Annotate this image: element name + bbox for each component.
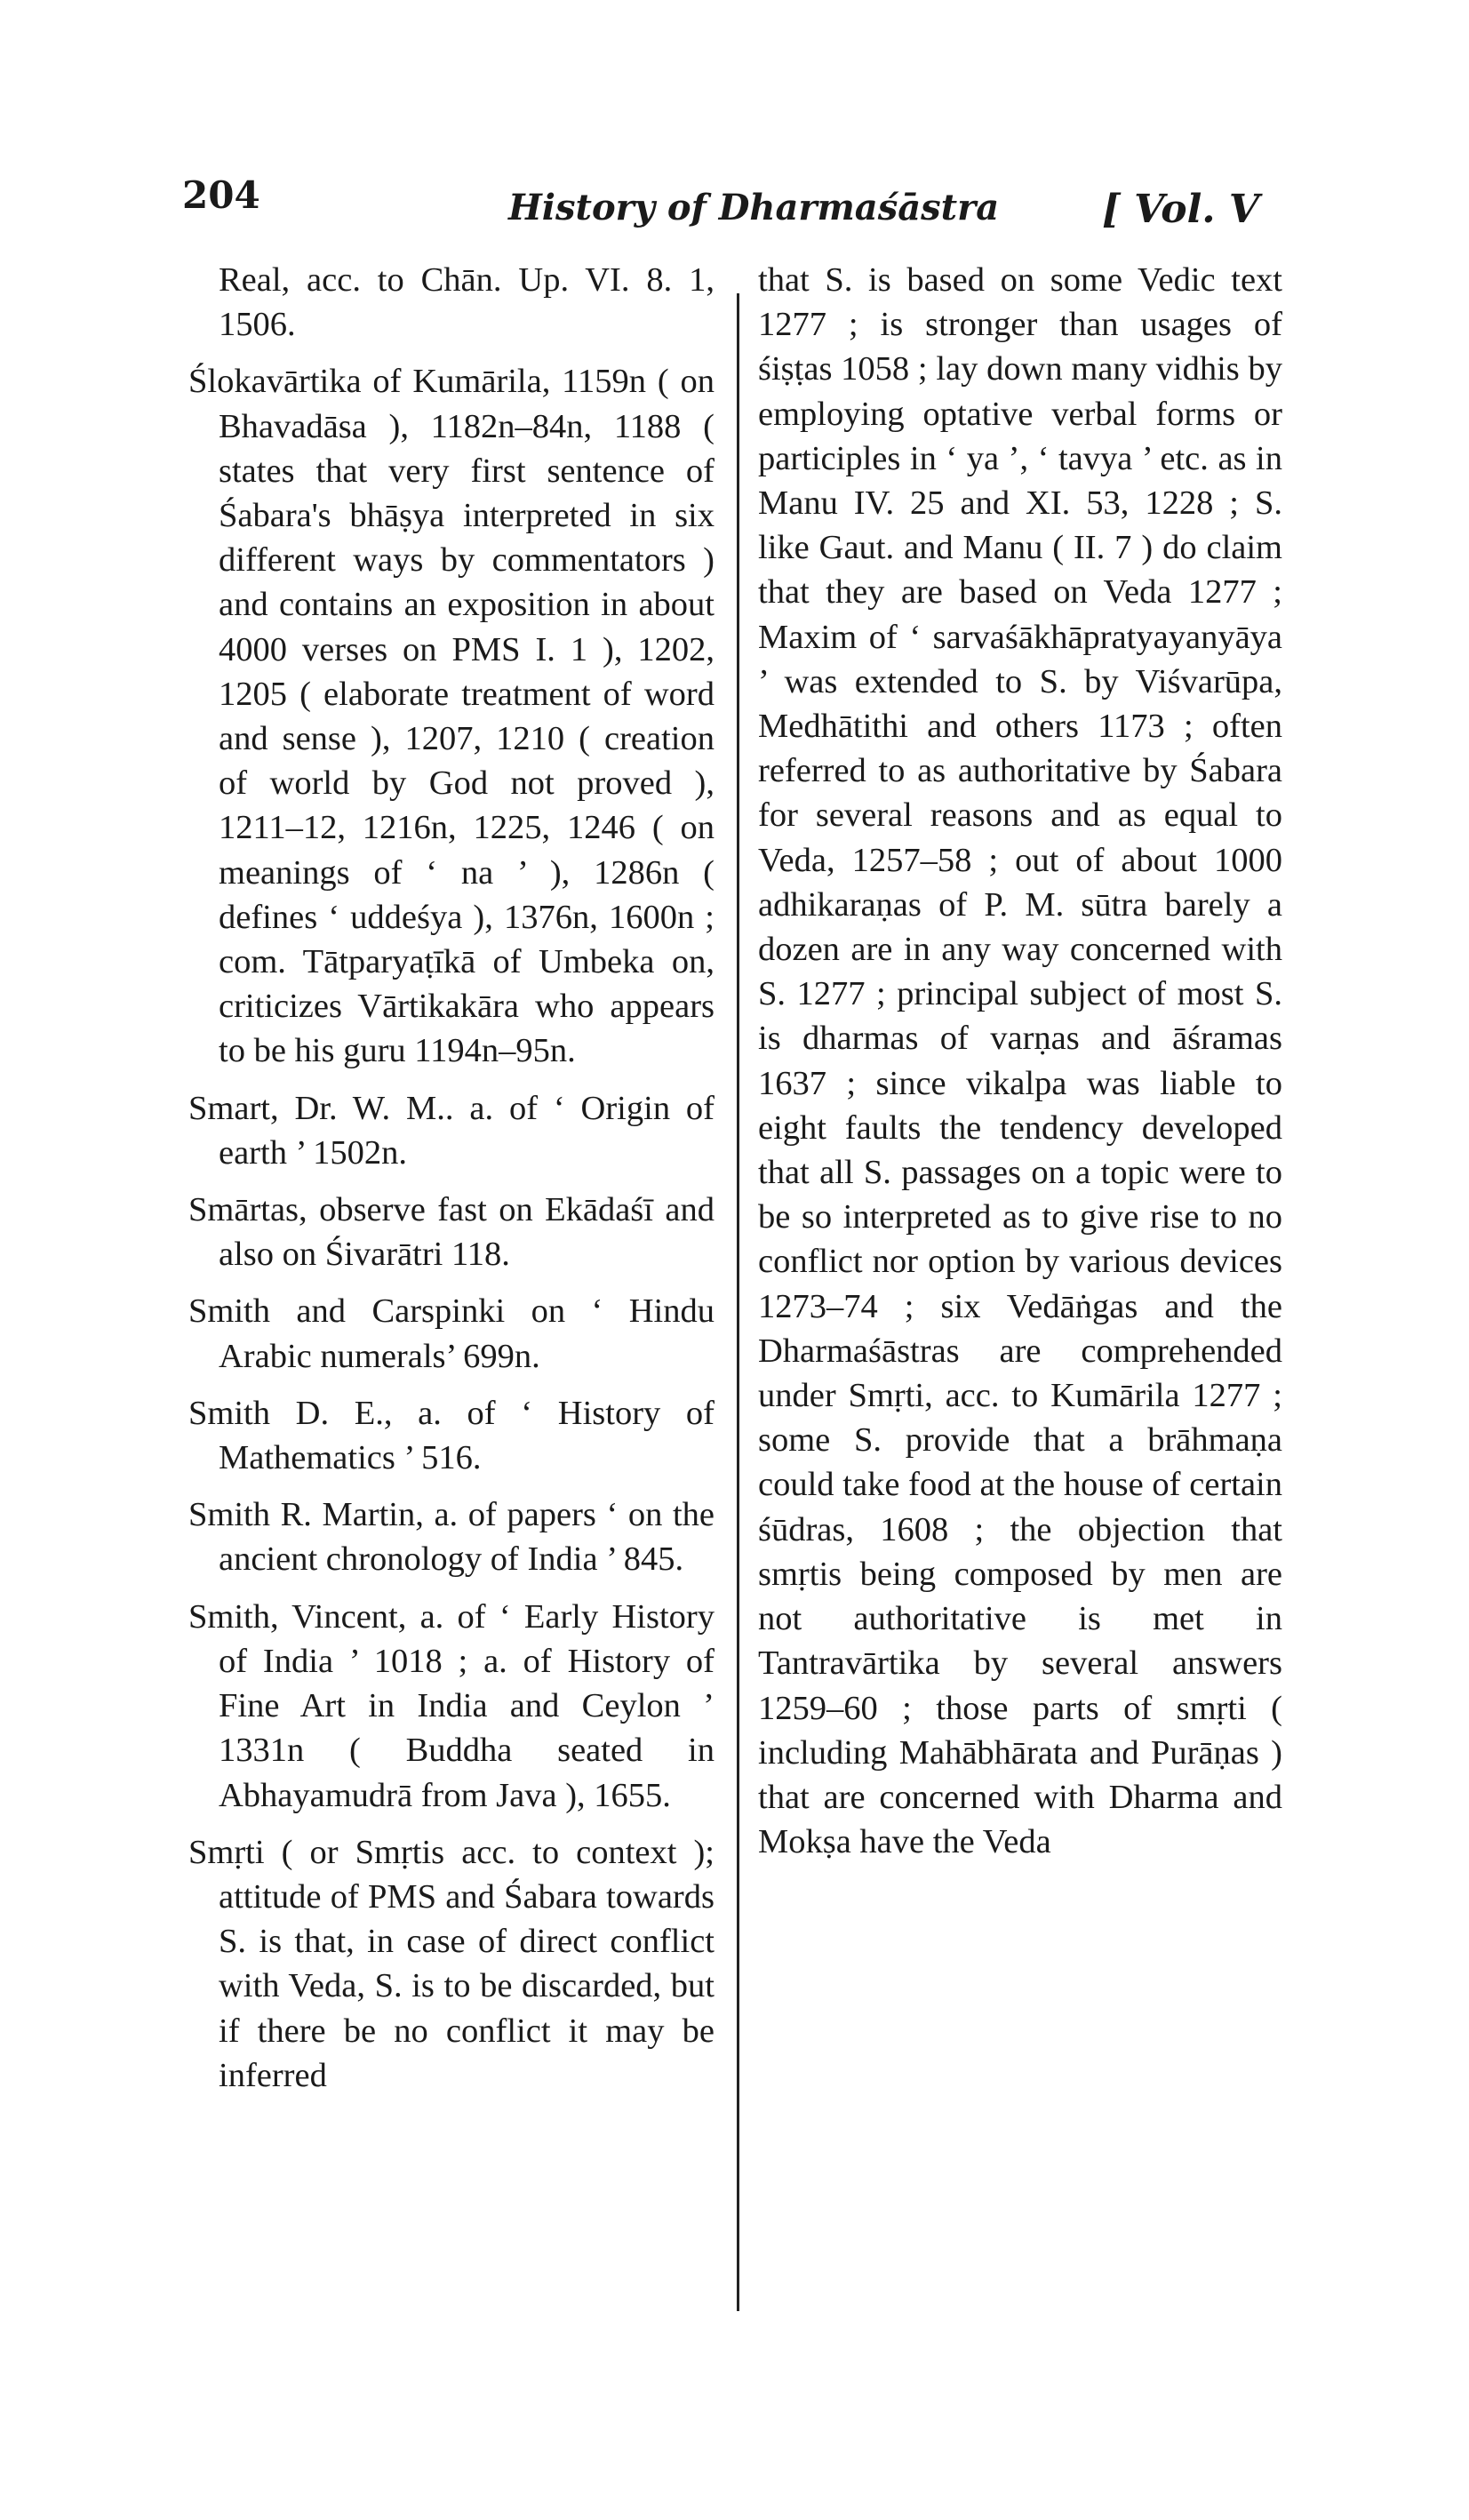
index-entry: Smārtas, observe fast on Ekādaśī and also on Śivarātri 118. — [188, 1191, 715, 1274]
running-title: History of Dharmaśāstra — [508, 187, 1000, 228]
index-entry: Smith, Vincent, a. of ‘ Early History of India ’ 1018 ; a. of History of Fine Art in India and Ceylon ’ 1331n ( Buddha seated in Abhayamudrā from Java ), 1655. — [188, 1597, 715, 1814]
index-entry: Ślokavārtika of Kumārila, 1159n ( on Bhavadāsa ), 1182n–84n, 1188 ( states that very first sentence of Śabara's bhāṣya interpreted in six different ways by commentators ) and contains an exposition in about 4000 verses on PMS I. 1 ), 1202, 1205 ( elaborate treatment of word and sense ), 1207, 1210 ( creation of world by God not proved ), 1211–12, 1216n, 1225, 1246 ( on meanings of ‘ na ’ ), 1286n ( defines ‘ uddeśya ), 1376n, 1600n ; com. Tātparyaṭīkā of Umbeka on, criticizes Vārtikakāra who appears to be his guru 1194n–95n. — [188, 363, 715, 1070]
continued-entry-text: that S. is based on some Vedic text 1277 ; is stronger than usages of śiṣṭas 1058 ; lay down many vidhis by employing optative verbal forms or participles in ‘ ya ’, ‘ tavya ’ etc. as in Manu IV. 25 and XI. 53, 1228 ; S. like Gaut. and Manu ( II. 7 ) do claim that they are based on Veda 1277 ; Maxim of ‘ sarvaśākhāpratyayanyāya ’ was extended to S. by Viśvarūpa, Medhātithi and others 1173 ; often referred to as authoritative by Śabara for several reasons and as equal to Veda, 1257–58 ; out of about 1000 adhikaraṇas of P. M. sūtra barely a dozen are in any way concerned with S. 1277 ; principal subject of most S. is dharmas of varṇas and āśramas 1637 ; since vikalpa was liable to eight faults the tendency developed that all S. passages on a topic were to be so interpreted as to give rise to no conflict nor option by various devices 1273–74 ; six Vedāṅgas and the Dharmaśāstras are comprehended under Smṛti, acc. to Kumārila 1277 ; some S. provide that a brāhmaṇa could take food at the house of certain śūdras, 1608 ; the objection that smṛtis being composed by men are not authoritative is met in Tantravārtika by several answers 1259–60 ; those parts of smṛti ( including Mahābhārata and Purāṇas ) that are concerned with Dharma and Mokṣa have the Veda — [758, 261, 1282, 1861]
index-column-right — [758, 258, 1282, 1864]
index-entry: Smart, Dr. W. M.. a. of ‘ Origin of earth ’ 1502n. — [188, 1089, 715, 1172]
index-column-left — [188, 258, 715, 2110]
continuation-entry: Real, acc. to Chān. Up. VI. 8. 1, 1506. — [219, 261, 715, 344]
volume-label: [ Vol. V — [1102, 187, 1260, 232]
index-entry: Smith and Carspinki on ‘ Hindu Arabic numerals’ 699n. — [188, 1292, 715, 1375]
index-entry: Smith R. Martin, a. of papers ‘ on the ancient chronology of India ’ 845. — [188, 1496, 715, 1579]
column-divider — [737, 293, 739, 2311]
index-entry: Smṛti ( or Smṛtis acc. to context ); attitude of PMS and Śabara towards S. is that, in case of direct conflict with Veda, S. is to be discarded, but if there be no conflict it may be inferred — [188, 1833, 715, 2094]
index-entry: Smith D. E., a. of ‘ History of Mathematics ’ 516. — [188, 1394, 715, 1477]
page-number: 204 — [182, 173, 260, 217]
